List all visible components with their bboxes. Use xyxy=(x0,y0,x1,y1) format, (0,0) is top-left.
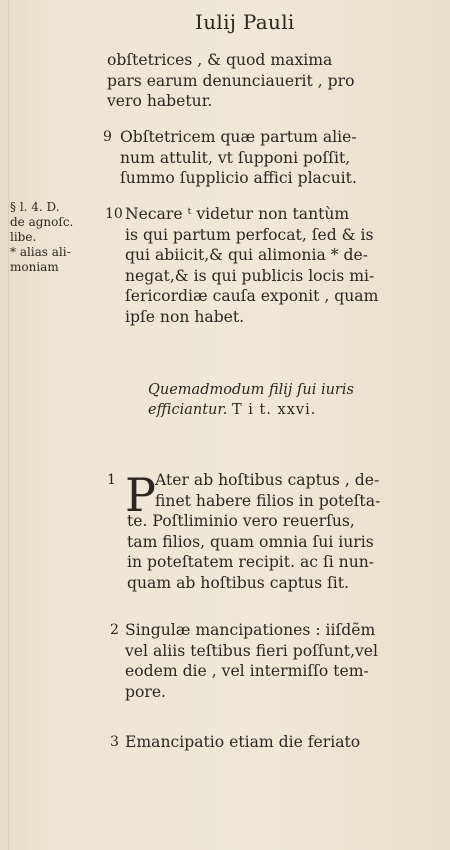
text-line: ipſe non habet. xyxy=(125,307,245,326)
text-line: tam filios, quam omnia ſui iuris xyxy=(127,532,374,551)
section-number: 9 xyxy=(103,129,112,145)
title-line-2: efficiantur. xyxy=(148,402,228,418)
title-line-1: Quemadmodum filij ſui iuris xyxy=(148,382,354,398)
text-line: ſericordiæ cauſa exponit , quam xyxy=(125,287,379,306)
section-3 xyxy=(107,732,427,753)
text-line: obſtetrices , & quod maxima xyxy=(107,51,333,69)
page-gutter xyxy=(8,0,9,850)
text-line: in poteſtatem recipit. ac ſi nun- xyxy=(127,553,375,572)
section-number: 3 xyxy=(110,734,119,750)
text-line: Necare ᵗ videtur non tantùm xyxy=(125,205,350,223)
text-line: pore. xyxy=(125,682,167,701)
text-line: vel aliis teſtibus fieri poſſunt,vel xyxy=(125,641,378,660)
text-line: finet habere filios in poteſta- xyxy=(155,491,381,510)
text-line: qui abiicit,& qui alimonia * de- xyxy=(125,246,368,265)
section-number: 1 xyxy=(107,472,116,488)
margin-note-line: libe. xyxy=(10,230,37,244)
text-line: vero habetur. xyxy=(107,92,213,111)
margin-note-line: * alias ali- xyxy=(10,245,71,259)
title-number: T i t. xxvi. xyxy=(231,402,317,418)
section-1 xyxy=(107,470,427,594)
text-line: Emancipatio etiam die feriato xyxy=(125,733,361,751)
margin-note xyxy=(10,200,106,275)
text-line: Obſtetricem quæ partum alie- xyxy=(120,128,357,146)
margin-note-line: moniam xyxy=(10,260,59,274)
text-line: num attulit, vt ſupponi poſſit, xyxy=(120,148,351,167)
text-line: pars earum denunciauerit , pro xyxy=(107,71,355,90)
section-10 xyxy=(107,204,427,328)
text-line: te. Poſtliminio vero reuerſus, xyxy=(127,512,355,531)
section-number: 2 xyxy=(110,622,119,638)
text-line: eodem die , vel intermiſſo tem- xyxy=(125,662,369,681)
running-head xyxy=(195,10,295,34)
section-9 xyxy=(103,127,427,189)
text-line: quam ab hoſtibus captus ſit. xyxy=(127,573,350,592)
title-heading xyxy=(148,380,354,420)
margin-note-line: de agnoſc. xyxy=(10,215,74,229)
section-2 xyxy=(107,620,427,702)
margin-note-line: § l. 4. D. xyxy=(10,200,60,214)
drop-cap: P xyxy=(125,468,156,522)
text-line: negat,& is qui publicis locis mi- xyxy=(125,266,375,285)
text-line: Singulæ mancipationes : iiſdẽm xyxy=(125,621,376,639)
running-head-text: Iulij Pauli xyxy=(195,10,295,34)
text-line: Ater ab hoſtibus captus , de- xyxy=(155,471,380,489)
text-line: ſummo ſupplicio affici placuit. xyxy=(120,169,357,188)
continued-paragraph xyxy=(107,50,427,112)
section-number: 10 xyxy=(105,206,123,222)
text-line: is qui partum perfocat, ſed & is xyxy=(125,225,374,244)
